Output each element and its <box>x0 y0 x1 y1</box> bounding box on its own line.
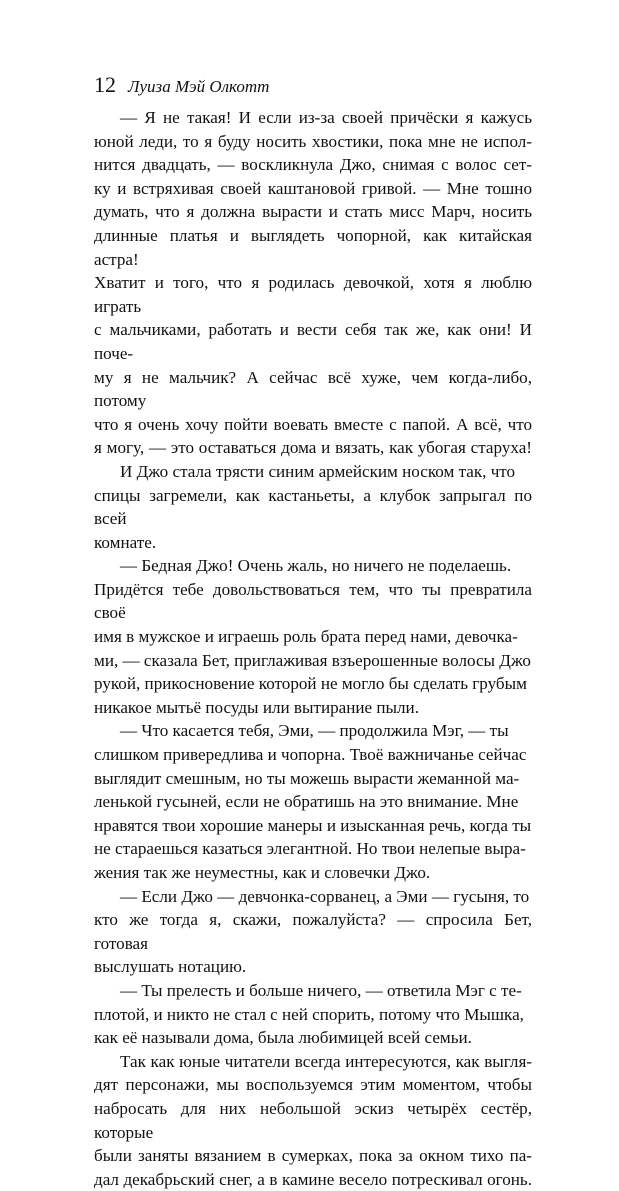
text-line: имя в мужское и играешь роль брата перед нами, девочка- <box>94 627 518 647</box>
text-line: нится двадцать, — воскликнула Джо, снимая с волос сет- <box>94 155 532 175</box>
text-line: комнате. <box>94 532 157 552</box>
text-line: спицы загремели, как кастаньеты, а клубок запрыгал по всей <box>94 485 532 529</box>
text-line: му я не мальчик? А сейчас всё хуже, чем когда-либо, потому <box>94 367 532 411</box>
page-number: 12 <box>94 72 116 97</box>
text-line: дят персонажи, мы воспользуемся этим моментом, чтобы <box>94 1075 532 1095</box>
paragraph <box>94 719 532 884</box>
paragraph <box>94 1050 532 1191</box>
book-author: Луиза Мэй Олкотт <box>128 77 270 96</box>
text-line: Придётся тебе довольствоваться тем, что ты превратила своё <box>94 579 532 623</box>
text-line: жения так же неуместны, как и словечки Джо. <box>94 863 431 882</box>
text-line: что я очень хочу пойти воевать вместе с папой. А всё, что <box>94 414 532 434</box>
text-line: — Бедная Джо! Очень жаль, но ничего не поделаешь. <box>120 556 512 576</box>
text-line: ми, — сказала Бет, приглаживая взъерошенные волосы Джо <box>94 650 531 670</box>
text-line: Хватит и того, что я родилась девочкой, хотя я люблю играть <box>94 273 532 316</box>
text-line: — Ты прелесть и больше ничего, — ответила Мэг с те- <box>120 980 522 1000</box>
text-line: Так как юные читатели всегда интересуются, как выгля- <box>120 1051 532 1071</box>
text-line: нравятся твои хорошие манеры и изысканная речь, когда ты <box>94 815 532 835</box>
text-body <box>94 106 532 1191</box>
paragraph <box>94 554 532 719</box>
text-line: кто же тогда я, скажи, пожалуйста? — спросила Бет, готовая <box>94 910 532 953</box>
text-line: слишком привередлива и чопорна. Твоё важничанье сейчас <box>94 745 527 765</box>
text-line: я могу, — это оставаться дома и вязать, как убогая старуха! <box>94 438 532 458</box>
text-line: ку и встряхивая своей каштановой гривой. — Мне тошно <box>94 178 532 198</box>
text-line: с мальчиками, работать и вести себя так же, как они! И поче- <box>94 320 532 363</box>
text-line: плотой, и никто не стал с ней спорить, потому что Мышка, <box>94 1004 524 1024</box>
paragraph <box>94 106 532 460</box>
paragraph <box>94 885 532 979</box>
text-line: не стараешься казаться элегантной. Но твои нелепые выра- <box>94 839 526 859</box>
text-line: как её называли дома, была любимицей всей семьи. <box>94 1028 472 1048</box>
paragraph <box>94 460 532 554</box>
text-line: длинные платья и выглядеть чопорной, как китайская астра! <box>94 225 532 269</box>
text-line: ленькой гусыней, если не обратишь на это внимание. Мне <box>94 792 519 812</box>
text-line: никакое мытьё посуды или вытирание пыли. <box>94 697 419 717</box>
text-line: — Что касается тебя, Эми, — продолжила Мэг, — ты <box>120 721 509 741</box>
text-line: — Если Джо — девчонка-сорванец, а Эми — гусыня, то <box>120 886 530 906</box>
text-line: выслушать нотацию. <box>94 957 247 977</box>
text-line: думать, что я должна вырасти и стать мисс Марч, носить <box>94 202 532 222</box>
text-line: юной леди, то я буду носить хвостики, пока мне не испол- <box>94 131 532 151</box>
text-line: И Джо стала трясти синим армейским носком так, что <box>120 461 516 481</box>
paragraph <box>94 979 532 1050</box>
text-line: рукой, прикосновение которой не могло бы сделать грубым <box>94 674 527 694</box>
text-line: выглядит смешным, но ты можешь вырасти жеманной ма- <box>94 768 520 788</box>
text-line: дал декабрьский снег, а в камине весело потрескивал огонь. <box>94 1169 532 1189</box>
running-head <box>94 72 269 98</box>
text-line: набросать для них небольшой эскиз четырёх сестёр, которые <box>94 1098 532 1142</box>
text-line: были заняты вязанием в сумерках, пока за окном тихо па- <box>94 1146 532 1166</box>
text-line: — Я не такая! И если из-за своей причёски я кажусь <box>120 108 532 127</box>
